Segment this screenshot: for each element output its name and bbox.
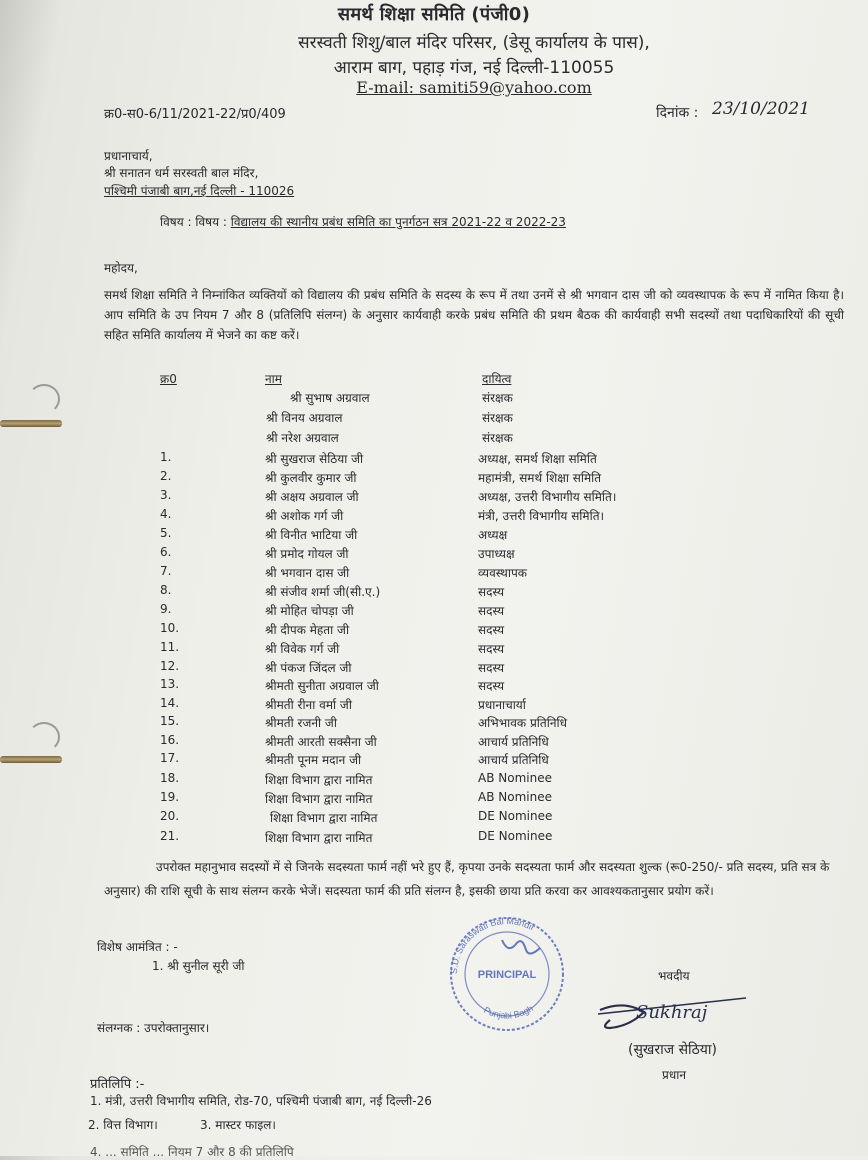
row-role: अध्यक्ष, समर्थ शिक्षा समिति [478, 452, 597, 466]
special-invitee-label: विशेष आमंत्रित : - [97, 940, 178, 954]
closing-text: भवदीय [658, 969, 690, 983]
row-role: अभिभावक प्रतिनिधि [478, 716, 567, 730]
table-row [0, 450, 868, 468]
signatory-name: (सुखराज सेठिया) [628, 1042, 717, 1058]
row-role: अध्यक्ष [478, 528, 508, 542]
table-row [0, 429, 868, 447]
row-role: मंत्री, उत्तरी विभागीय समिति। [478, 509, 605, 523]
row-role: आचार्य प्रतिनिधि [478, 735, 549, 749]
row-sno: 19. [160, 790, 180, 804]
table-row [0, 696, 868, 714]
row-sno: 17. [160, 751, 180, 765]
table-row [0, 507, 868, 525]
signatory-designation: प्रधान [662, 1068, 686, 1082]
row-name: श्री अक्षय अग्रवाल जी [265, 490, 359, 504]
copy-item: 2. वित्त विभाग। [88, 1118, 158, 1132]
org-email: E-mail: samiti59@yahoo.com [356, 78, 592, 97]
special-invitee-item: 1. श्री सुनील सूरी जी [152, 959, 245, 973]
signature-scribble [596, 988, 766, 1040]
row-sno: 12. [160, 659, 180, 673]
row-sno: 15. [160, 714, 180, 728]
table-row [0, 640, 868, 658]
recipient-line2: श्री सनातन धर्म सरस्वती बाल मंदिर, [104, 166, 259, 180]
row-sno: 20. [160, 809, 180, 823]
row-name: श्री अशोक गर्ग जी [265, 509, 344, 523]
stamp-bottom-text: Punjabi Bagh [482, 1003, 535, 1021]
row-role: सदस्य [478, 604, 505, 618]
row-role: संरक्षक [482, 391, 513, 405]
row-sno: 7. [160, 564, 172, 578]
row-name: श्री पंकज जिंदल जी [265, 661, 352, 675]
row-sno: 2. [160, 469, 172, 483]
copy-item-cutoff: 4. ... समिति ... नियम 7 और 8 की प्रतिलिपि [90, 1145, 294, 1159]
row-name: शिक्षा विभाग द्वारा नामित [265, 792, 373, 806]
row-role: सदस्य [478, 623, 505, 637]
table-row [0, 621, 868, 639]
subject-label: विषय : विषय : [160, 215, 227, 229]
table-header-role: दायित्व [482, 372, 512, 386]
copy-item: 3. मास्टर फाइल। [200, 1118, 276, 1132]
table-row [0, 526, 868, 544]
row-role: DE Nominee [478, 809, 553, 823]
recipient-line1: प्रधानाचार्य, [104, 149, 153, 163]
org-address-line2: आराम बाग, पहाड़ गंज, नई दिल्ली-110055 [333, 58, 615, 78]
reference-number: क्र0-स0-6/11/2021-22/प्र0/409 [104, 107, 286, 122]
row-name: श्रीमती आरती सक्सैना जी [265, 735, 377, 749]
row-role: व्यवस्थापक [478, 566, 527, 580]
stamp-middle-text: PRINCIPAL [477, 969, 537, 981]
salutation: महोदय, [104, 261, 138, 275]
row-sno: 6. [160, 545, 172, 559]
row-role: AB Nominee [478, 790, 552, 804]
row-role: सदस्य [478, 679, 505, 693]
stamp-seal [432, 912, 582, 1032]
row-name: श्री नरेश अग्रवाल [266, 431, 339, 445]
table-row [0, 677, 868, 695]
signature [596, 988, 766, 1040]
svg-text:Punjabi Bagh [482, 1003, 535, 1020]
row-sno: 1. [160, 450, 172, 464]
table-row [0, 659, 868, 677]
row-name: शिक्षा विभाग द्वारा नामित [265, 831, 373, 845]
body-paragraph-1: समर्थ शिक्षा समिति ने निम्नांकित व्यक्तियों को विद्यालय की प्रबंध समिति के सदस्य के रूप में तथा उनमें से श्री भगवान दास जी को व्यवस्थापक के रूप में नामित किया है। आप समिति के उप नियम 7 और 8 (प्रतिलिपि संलग्न) के अनुसार कार्यवाही करके प्रबंध समिति की प्रथम बैठक की कार्यवाही सभी सदस्यों तथा पदाधिकारियों की सूची सहित समिति कार्यालय में भेजने का कष्ट करें। [104, 288, 844, 342]
table-row [0, 771, 868, 789]
date-value: 23/10/2021 [712, 99, 810, 119]
table-row [0, 564, 868, 582]
row-name: श्री विनीत भाटिया जी [265, 528, 358, 542]
row-name: श्रीमती पूनम मदान जी [265, 753, 362, 767]
row-role: आचार्य प्रतिनिधि [478, 753, 549, 767]
table-row [0, 409, 868, 427]
row-name: श्री विनय अग्रवाल [266, 411, 343, 425]
row-name: श्रीमती रजनी जी [265, 716, 337, 730]
row-role: उपाध्यक्ष [478, 547, 515, 561]
row-sno: 3. [160, 488, 172, 502]
table-row [0, 545, 868, 563]
recipient-line3: पश्चिमी पंजाबी बाग,नई दिल्ली - 110026 [104, 184, 295, 198]
table-row [0, 583, 868, 601]
table-row [0, 488, 868, 506]
principal-stamp [432, 912, 582, 1032]
row-sno: 10. [160, 621, 180, 635]
row-role: DE Nominee [478, 829, 553, 843]
row-name: शिक्षा विभाग द्वारा नामित [270, 811, 378, 825]
row-sno: 8. [160, 583, 172, 597]
copies-label: प्रतिलिपि :- [90, 1077, 145, 1092]
table-row [0, 389, 868, 407]
org-address-line1: सरस्वती शिशु/बाल मंदिर परिसर, (डेसू कार्यालय के पास), [298, 33, 650, 53]
row-name: श्री प्रमोद गोयल जी [265, 547, 349, 561]
table-row [0, 733, 868, 751]
row-name: श्रीमती सुनीता अग्रवाल जी [265, 679, 379, 693]
row-name: श्री सुभाष अग्रवाल [290, 391, 370, 405]
enclosure-line: संलग्नक : उपरोक्तानुसार। [97, 1021, 210, 1035]
stamp-top-text: S.D. Saraswati Bal Mandir [448, 915, 537, 975]
subject-text: विद्यालय की स्थानीय प्रबंध समिति का पुनर्गठन सत्र 2021-22 व 2022-23 [230, 215, 566, 229]
row-role: सदस्य [478, 642, 505, 656]
row-role: प्रधानाचार्या [478, 698, 526, 712]
date-label: दिनांक : [656, 105, 699, 121]
copy-item: 1. मंत्री, उत्तरी विभागीय समिति, रोड-70, पश्चिमी पंजाबी बाग, नई दिल्ली-26 [90, 1094, 432, 1108]
table-row [0, 469, 868, 487]
body-paragraph-2: उपरोक्त महानुभाव सदस्यों में से जिनके सदस्यता फार्म नहीं भरे हुए हैं, कृपया उनके सदस्यता फार्म और सदस्यता शुल्क (रू0-250/- प्रति सदस्य, प्रति सत्र के अनुसार) की राशि सूची के साथ संलग्न करके भेजें। सदस्यता फार्म की प्रति संलग्न है, इसकी छाया प्रति करवा कर आवश्यकतानुसार प्रयोग करें। [104, 860, 830, 898]
row-name: श्री कुलवीर कुमार जी [265, 471, 357, 485]
row-name: शिक्षा विभाग द्वारा नामित [265, 773, 373, 787]
row-sno: 5. [160, 526, 172, 540]
row-sno: 18. [160, 771, 180, 785]
row-name: श्रीमती रीना वर्मा जी [265, 698, 352, 712]
row-role: महामंत्री, समर्थ शिक्षा समिति [478, 471, 602, 485]
table-header-name: नाम [265, 372, 282, 386]
table-header-sno: क्र0 [160, 372, 177, 386]
row-sno: 9. [160, 602, 172, 616]
row-role: सदस्य [478, 585, 505, 599]
table-row [0, 714, 868, 732]
row-role: AB Nominee [478, 771, 552, 785]
table-row [0, 602, 868, 620]
row-name: श्री भगवान दास जी [265, 566, 350, 580]
row-sno: 14. [160, 696, 180, 710]
table-row [0, 809, 868, 827]
row-name: श्री दीपक मेहता जी [265, 623, 350, 637]
row-sno: 16. [160, 733, 180, 747]
row-name: श्री सुखराज सेठिया जी [265, 452, 364, 466]
row-sno: 13. [160, 677, 180, 691]
row-sno: 21. [160, 829, 180, 843]
table-row [0, 790, 868, 808]
org-name: समर्थ शिक्षा समिति (पंजी0) [337, 4, 531, 25]
row-role: संरक्षक [482, 411, 513, 425]
subject-line [160, 213, 566, 230]
row-sno: 4. [160, 507, 172, 521]
row-name: श्री संजीव शर्मा जी(सी.ए.) [265, 585, 381, 599]
signature-text: Sukhraj [636, 1002, 708, 1023]
row-role: सदस्य [478, 661, 505, 675]
row-name: श्री विवेक गर्ग जी [265, 642, 340, 656]
row-sno: 11. [160, 640, 180, 654]
row-role: संरक्षक [482, 431, 513, 445]
table-row [0, 829, 868, 847]
row-role: अध्यक्ष, उत्तरी विभागीय समिति। [478, 490, 617, 504]
table-row [0, 751, 868, 769]
row-name: श्री मोहित चोपड़ा जी [265, 604, 354, 618]
